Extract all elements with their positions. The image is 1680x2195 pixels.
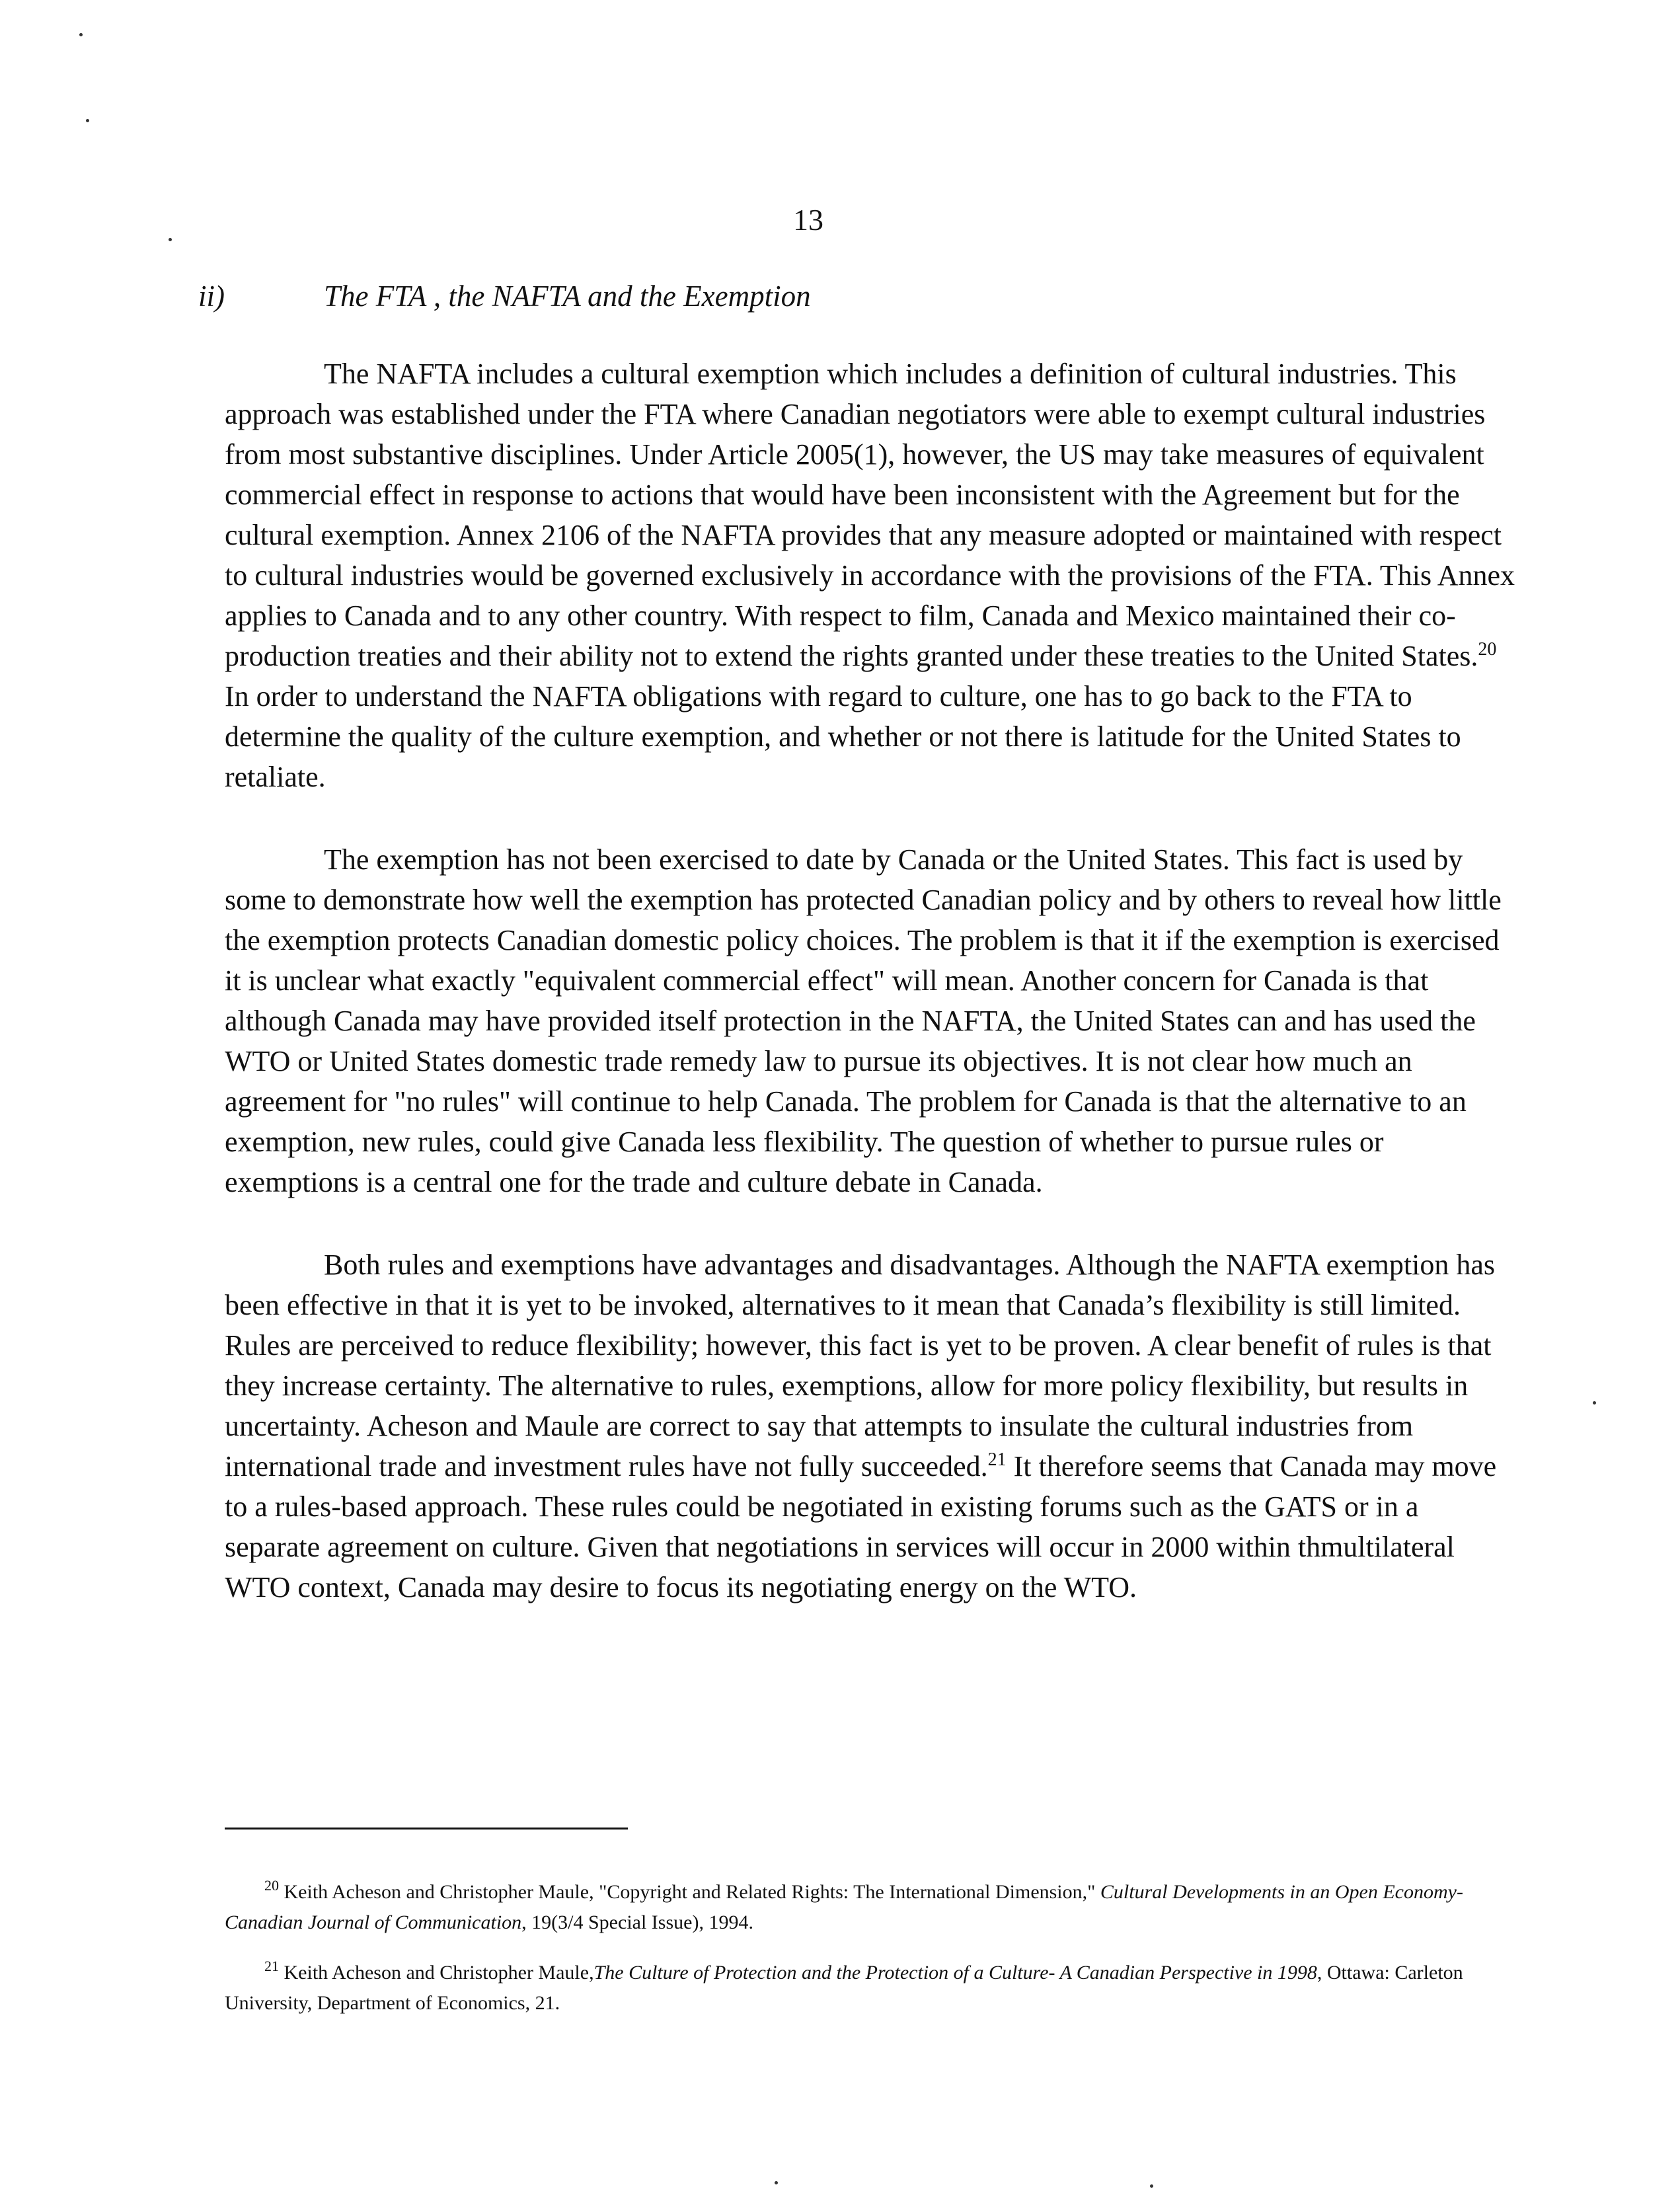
paragraph	[225, 839, 1520, 1202]
section-number: ii)	[198, 280, 225, 313]
scan-speck	[1150, 2184, 1153, 2188]
paragraph-text: Both rules and exemptions have advantages and disadvantages. Although the NAFTA exemption has been effective in that it is yet to be invoked, alternatives to it mean that Canada’s flexibility is still limited. Rules are perceived to reduce flexibility; however, this fact is yet to be proven. A clear benefit of rules is that they increase certainty. The alternative to rules, exemptions, allow for more policy flexibility, but results in uncertainty. Acheson and Maule are correct to say that attempts to insulate the cultural industries from international trade and investment rules have not fully succeeded.	[225, 1249, 1496, 1483]
paragraph-text: It therefore seems that Canada may move to a rules-based approach. These rules could be negotiated in existing forums such as the GATS or in a separate agreement on culture. Given that negotiations in services will occur in 2000 within thmultilateral WTO context, Canada may desire to focus its negotiating energy on the WTO.	[225, 1450, 1497, 1603]
footnote-title: Cultural Developments in an Open Economy- Canadian Journal of Communication	[225, 1881, 1463, 1933]
footnote-text: , 19(3/4 Special Issue), 1994.	[521, 1911, 753, 1933]
scan-speck	[1593, 1401, 1596, 1405]
scan-speck	[775, 2181, 778, 2184]
page-number: 13	[793, 203, 823, 237]
scan-speck	[169, 238, 172, 241]
footnote	[225, 1958, 1540, 2019]
body-text	[225, 354, 1520, 1650]
footnotes	[225, 1877, 1540, 2038]
section-title: The FTA , the NAFTA and the Exemption	[324, 280, 811, 313]
footnote-divider	[225, 1828, 628, 1829]
footnote-ref: 21	[987, 1449, 1007, 1470]
footnote-number: 20	[264, 1877, 279, 1894]
scan-speck	[79, 33, 83, 36]
paragraph-text: In order to understand the NAFTA obligations with regard to culture, one has to go back to the FTA to determine the quality of the culture exemption, and whether or not there is latitude for the United States to retaliate.	[225, 680, 1461, 793]
footnote-title: The Culture of Protection and the Protection of a Culture- A Canadian Perspective in 1998	[593, 1962, 1317, 1983]
footnote-text: Keith Acheson and Christopher Maule,	[284, 1962, 594, 1983]
scan-speck	[86, 119, 89, 122]
footnote	[225, 1877, 1540, 1938]
paragraph	[225, 354, 1520, 797]
footnote-ref: 20	[1478, 639, 1497, 660]
paragraph-text: The exemption has not been exercised to date by Canada or the United States. This fact is used by some to demonstrate how well the exemption has protected Canadian policy and by others to reveal how little the exemption protects Canadian domestic policy choices. The problem is that it if the exemption is exercised it is unclear what exactly "equivalent commercial effect" will mean. Another concern for Canada is that although Canada may have provided itself protection in the NAFTA, the United States can and has used the WTO or United States domestic trade remedy law to pursue its objectives. It is not clear how much an agreement for "no rules" will continue to help Canada. The problem for Canada is that the alternative to an exemption, new rules, could give Canada less flexibility. The question of whether to pursue rules or exemptions is a central one for the trade and culture debate in Canada.	[225, 843, 1502, 1198]
paragraph-text: The NAFTA includes a cultural exemption which includes a definition of cultural industries. This approach was established under the FTA where Canadian negotiators were able to exempt cultural industries from most substantive disciplines. Under Article 2005(1), however, the US may take measures of equivalent commercial effect in response to actions that would have been inconsistent with the Agreement but for the cultural exemption. Annex 2106 of the NAFTA provides that any measure adopted or maintained with respect to cultural industries would be governed exclusively in accordance with the provisions of the FTA. This Annex applies to Canada and to any other country. With respect to film, Canada and Mexico maintained their co-production treaties and their ability not to extend the rights granted under these treaties to the United States.	[225, 358, 1515, 672]
footnote-text: Keith Acheson and Christopher Maule, "Copyright and Related Rights: The International Dimension,"	[284, 1881, 1100, 1903]
footnote-number: 21	[264, 1958, 279, 1974]
section-heading	[198, 278, 1520, 315]
footnote-text: , Ottawa: Carleton University, Department of Economics, 21.	[225, 1962, 1463, 2014]
paragraph	[225, 1245, 1520, 1607]
